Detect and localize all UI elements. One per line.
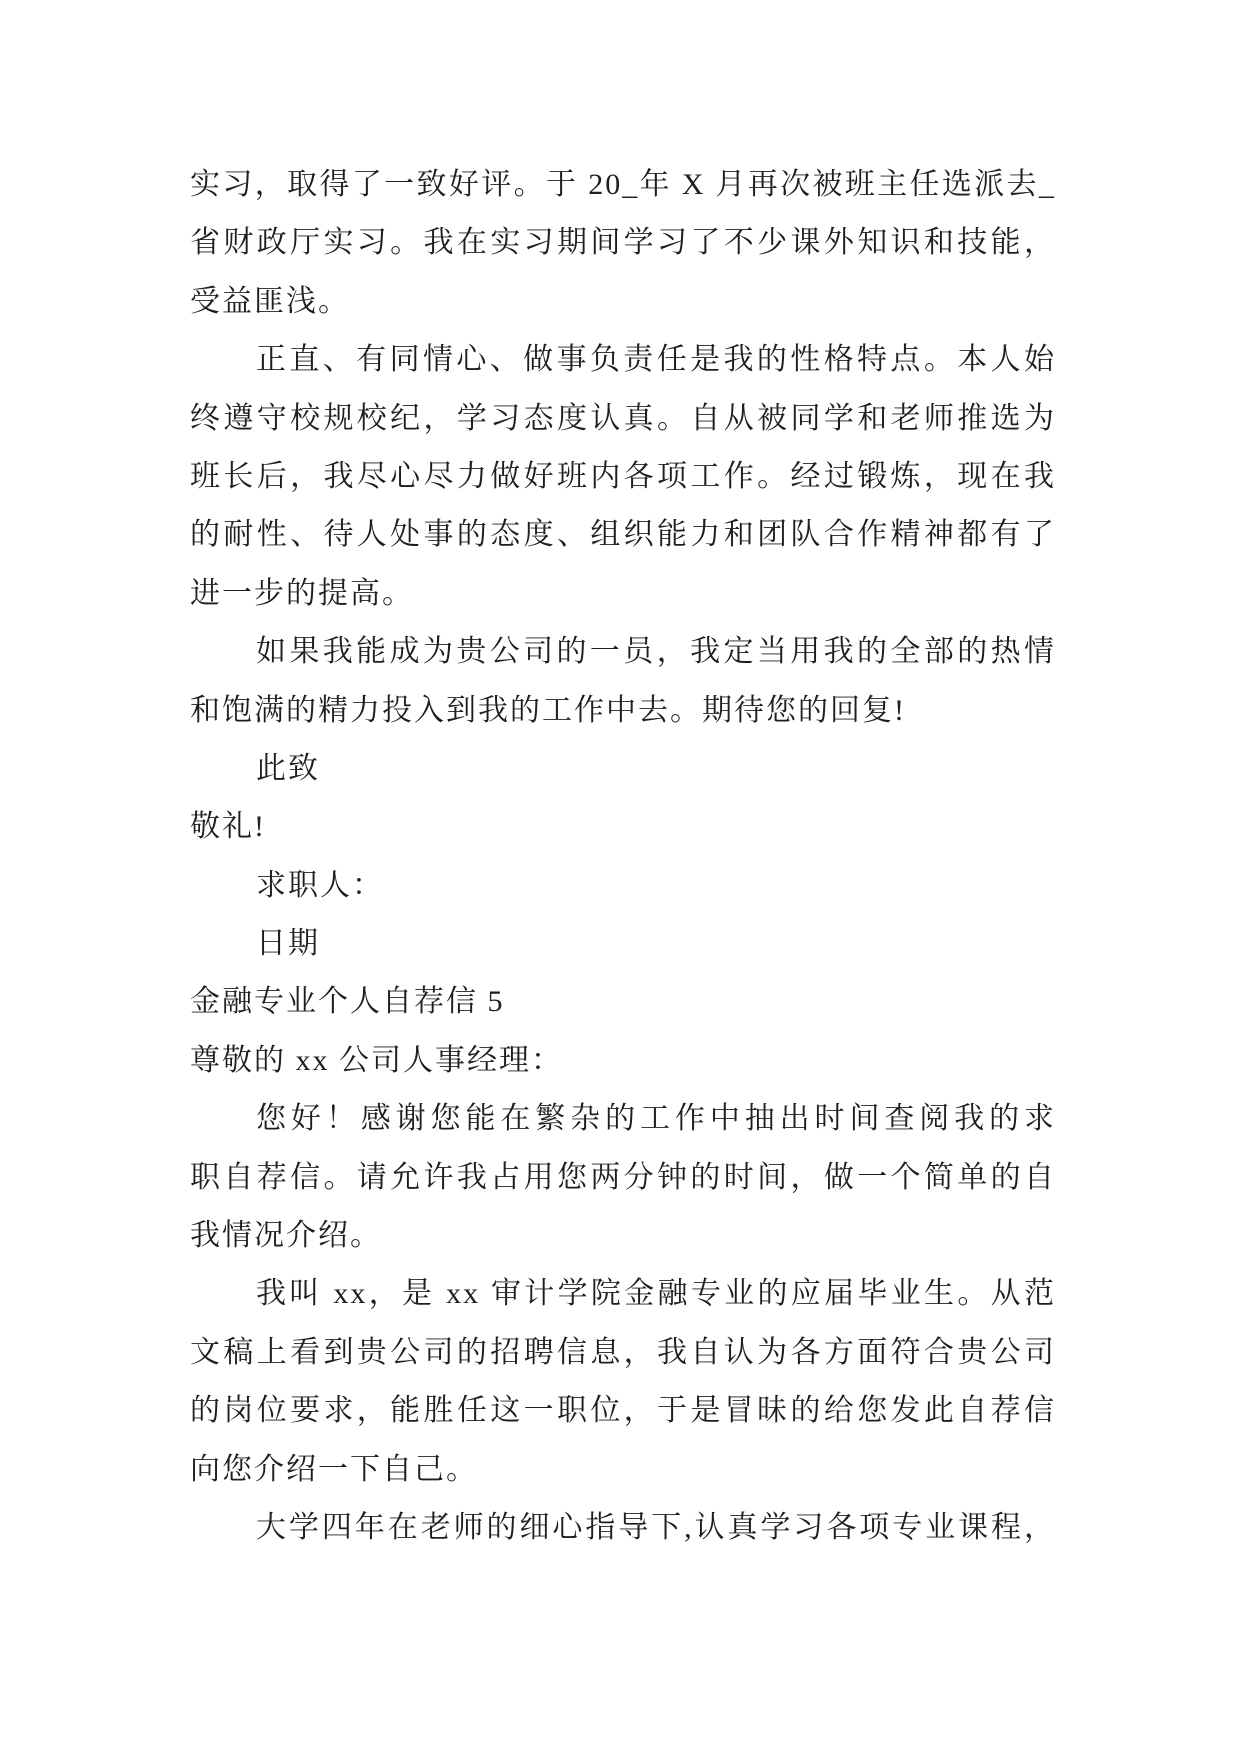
paragraph-line: 的耐性、待人处事的态度、组织能力和团队合作精神都有了: [190, 518, 1056, 552]
paragraph: [190, 331, 1056, 623]
paragraph-line: 班长后，我尽心尽力做好班内各项工作。经过锻炼，现在我: [190, 459, 1056, 493]
date-label: 日期: [256, 927, 320, 961]
paragraph-line: 大学四年在老师的细心指导下,认真学习各项专业课程，: [256, 1510, 1056, 1544]
paragraph-line: 受益匪浅。: [190, 284, 350, 318]
paragraph-line: 文稿上看到贵公司的招聘信息，我自认为各方面符合贵公司: [190, 1335, 1056, 1369]
document-body: [190, 156, 1056, 1557]
letter-title: 金融专业个人自荐信 5: [190, 985, 505, 1019]
salutation: 尊敬的 xx 公司人事经理：: [190, 1043, 563, 1077]
paragraph: [190, 1499, 1056, 1557]
closing-salute: 敬礼!: [190, 810, 266, 844]
paragraph: [190, 623, 1056, 740]
paragraph-line: 我叫 xx，是 xx 审计学院金融专业的应届毕业生。从范: [256, 1277, 1056, 1311]
signature-label: 求职人：: [256, 868, 384, 902]
paragraph-line: 和饱满的精力投入到我的工作中去。期待您的回复!: [190, 693, 906, 727]
closing-line: 此致: [256, 751, 320, 785]
paragraph-line: 职自荐信。请允许我占用您两分钟的时间，做一个简单的自: [190, 1160, 1056, 1194]
paragraph-line: 您好！感谢您能在繁杂的工作中抽出时间查阅我的求: [256, 1102, 1056, 1136]
paragraph-line: 省财政厅实习。我在实习期间学习了不少课外知识和技能，: [190, 226, 1056, 260]
paragraph-line: 进一步的提高。: [190, 576, 414, 610]
paragraph: [190, 1265, 1056, 1499]
next-letter: [190, 973, 1056, 1557]
paragraph-line: 实习，取得了一致好评。于 20_年 X 月再次被班主任选派去_: [190, 168, 1056, 201]
paragraph-line: 向您介绍一下自己。: [190, 1452, 478, 1486]
paragraph-line: 如果我能成为贵公司的一员，我定当用我的全部的热情: [256, 635, 1056, 669]
previous-letter: [190, 156, 1056, 973]
paragraph-line: 我情况介绍。: [190, 1219, 382, 1253]
paragraph-line: 正直、有同情心、做事负责任是我的性格特点。本人始: [256, 343, 1056, 377]
paragraph-line: 的岗位要求，能胜任这一职位，于是冒昧的给您发此自荐信: [190, 1394, 1056, 1428]
paragraph-line: 终遵守校规校纪，学习态度认真。自从被同学和老师推选为: [190, 401, 1056, 435]
paragraph: [190, 156, 1056, 331]
paragraph: [190, 1090, 1056, 1265]
